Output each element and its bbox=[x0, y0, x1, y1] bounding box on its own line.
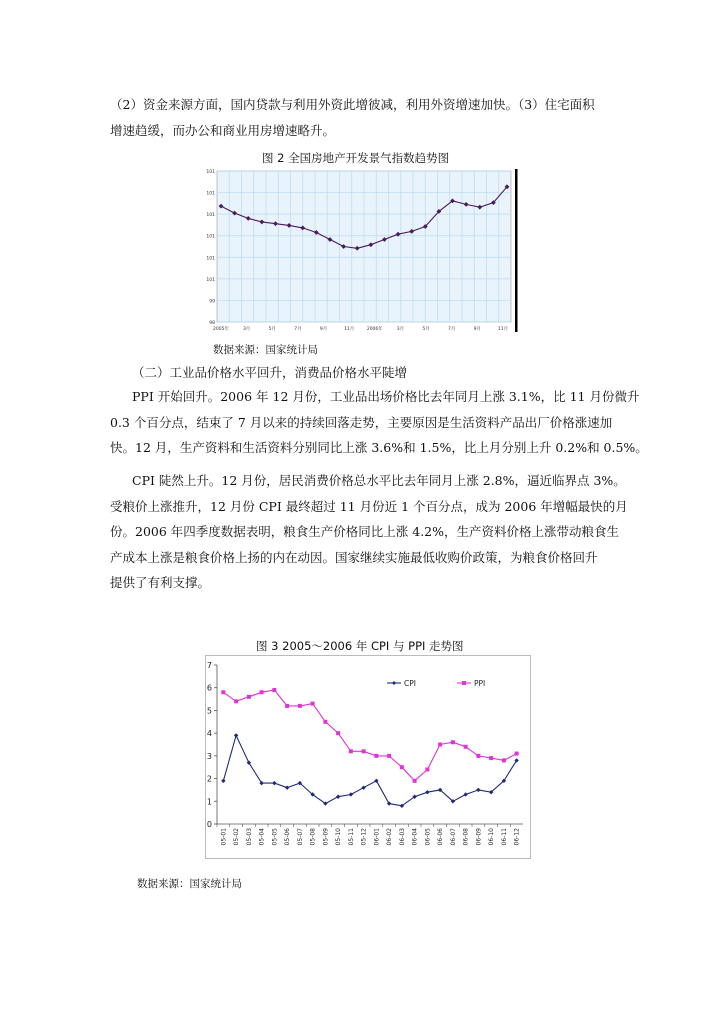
fig3-point-ppi bbox=[425, 767, 429, 771]
fig2-x-tick-label: 11月 bbox=[497, 327, 509, 332]
fig2-x-tick-label: 7月 bbox=[294, 327, 302, 332]
fig2-y-tick-label: 101 bbox=[206, 170, 215, 175]
cpi-line-5: 提供了有利支撑。 bbox=[110, 575, 211, 590]
section2-heading: （二）工业品价格水平回升，消费品价格水平陡增 bbox=[132, 365, 408, 380]
fig3-legend-label-cpi: CPI bbox=[404, 679, 416, 688]
fig3-x-tick-label: 06-06 bbox=[437, 828, 445, 846]
cpi-line-2: 受粮价上涨推升，12 月份 CPI 最终超过 11 月份近 1 个百分点，成为 2006 年增幅最快的月 bbox=[110, 498, 628, 514]
fig3-point-ppi bbox=[489, 756, 493, 760]
fig3-point-ppi bbox=[451, 740, 455, 744]
fig3-x-tick-label: 05-07 bbox=[296, 828, 304, 846]
fig3-y-tick-label: 3 bbox=[206, 751, 212, 761]
fig2-x-tick-label: 9月 bbox=[319, 327, 328, 332]
fig2-x-tick-label: 9月 bbox=[473, 327, 482, 332]
fig3-x-tick-label: 06-07 bbox=[449, 828, 457, 846]
fig3-point-ppi bbox=[387, 754, 391, 758]
cpi-paragraph bbox=[110, 468, 628, 596]
fig3-x-tick-label: 05-08 bbox=[309, 828, 317, 846]
fig2-caption: 图 2 全国房地产开发景气指数趋势图 bbox=[262, 151, 450, 165]
fig2-x-tick-label: 3月 bbox=[396, 327, 405, 332]
fig3-point-ppi bbox=[476, 754, 480, 758]
fig2-x-tick-label: 3月 bbox=[242, 327, 251, 332]
fig3-point-ppi bbox=[413, 779, 417, 783]
fig3-x-tick-label: 06-03 bbox=[398, 828, 406, 846]
fig3-x-tick-label: 06-08 bbox=[462, 828, 470, 846]
fig3-point-ppi bbox=[298, 704, 302, 708]
fig2-x-tick-label: 7月 bbox=[448, 327, 456, 332]
fig3-y-tick-label: 2 bbox=[206, 774, 212, 784]
fig3-x-tick-label: 05-01 bbox=[220, 828, 228, 846]
fig2-y-tick-label: 101 bbox=[206, 277, 215, 283]
fig3-x-tick-label: 05-11 bbox=[347, 828, 355, 846]
fig3-point-ppi bbox=[400, 765, 404, 769]
intro-line-2: 增速趋缓，而办公和商业用房增速略升。 bbox=[110, 122, 336, 138]
fig3-point-ppi bbox=[438, 743, 442, 747]
fig3-legend-label-ppi: PPI bbox=[474, 679, 486, 688]
cpi-line-3: 份。2006 年四季度数据表明，粮食生产价格同比上涨 4.2%，生产资料价格上涨带动粮食生 bbox=[110, 524, 620, 539]
fig2-y-tick-label: 99 bbox=[209, 299, 215, 305]
fig2-source: 数据来源：国家统计局 bbox=[213, 344, 318, 356]
fig2-chart bbox=[205, 165, 520, 337]
fig3-y-tick-label: 0 bbox=[206, 820, 212, 829]
fig2-x-tick-label: 2005年 bbox=[213, 327, 229, 332]
fig3-x-tick-label: 05-04 bbox=[258, 828, 266, 846]
fig2-x-tick-label: 2006年 bbox=[366, 327, 383, 332]
ppi-line-3: 快。12 月，生产资料和生活资料分别同比上涨 3.6%和 1.5%，比上月分别上升 0.2%和 0.5%。 bbox=[110, 440, 648, 455]
fig2-side-bar bbox=[515, 169, 518, 332]
fig3-x-tick-label: 06-12 bbox=[513, 828, 521, 846]
fig2-x-tick-label: 5月 bbox=[268, 327, 276, 332]
fig3-point-ppi bbox=[362, 749, 366, 753]
fig3-x-tick-label: 05-05 bbox=[271, 828, 279, 846]
fig3-point-ppi bbox=[323, 720, 327, 724]
fig3-point-ppi bbox=[349, 749, 353, 753]
fig2-y-tick-label: 101 bbox=[206, 234, 215, 240]
fig3-point-ppi bbox=[311, 702, 315, 706]
fig3-legend-marker-ppi bbox=[462, 681, 466, 685]
fig3-point-ppi bbox=[234, 699, 238, 703]
fig3-x-tick-label: 06-01 bbox=[373, 828, 381, 846]
fig3-x-tick-label: 06-10 bbox=[488, 828, 496, 846]
fig3-point-ppi bbox=[374, 754, 378, 758]
fig3-source: 数据来源：国家统计局 bbox=[137, 878, 242, 890]
fig3-y-tick-label: 6 bbox=[206, 683, 212, 693]
fig3-x-tick-label: 05-02 bbox=[233, 828, 241, 846]
cpi-line-4: 产成本上涨是粮食价格上扬的内在动因。国家继续实施最低收购价政策，为粮食价格回升 bbox=[110, 549, 598, 565]
fig3-y-tick-label: 7 bbox=[206, 661, 212, 670]
fig3-x-tick-label: 06-04 bbox=[411, 828, 419, 846]
cpi-line-1: CPI 陡然上升。12 月份，居民消费价格总水平比去年同月上涨 2.8%，逼近临界点 3%。 bbox=[132, 473, 626, 488]
ppi-line-2: 0.3 个百分点，结束了 7 月以来的持续回落走势，主要原因是生活资料产品出厂价格涨速加 bbox=[110, 414, 613, 430]
fig2-y-tick-label: 101 bbox=[206, 256, 215, 262]
fig3-x-tick-label: 05-09 bbox=[322, 828, 330, 846]
fig2-y-tick-label: 101 bbox=[206, 191, 215, 197]
fig2-y-tick-label: 98 bbox=[209, 321, 215, 326]
fig3-x-tick-label: 05-03 bbox=[245, 828, 253, 846]
fig3-x-tick-label: 06-02 bbox=[386, 828, 394, 846]
ppi-line-1: PPI 开始回升。2006 年 12 月份，工业品出场价格比去年同月上涨 3.1%，比 11 月份微升 bbox=[132, 389, 640, 404]
fig3-point-ppi bbox=[285, 704, 289, 708]
fig3-point-ppi bbox=[336, 731, 340, 735]
fig3-point-ppi bbox=[515, 752, 519, 756]
fig3-chart bbox=[205, 655, 531, 859]
fig3-y-tick-label: 5 bbox=[206, 706, 212, 716]
fig3-x-tick-label: 05-06 bbox=[284, 828, 292, 846]
fig3-x-tick-label: 05-12 bbox=[360, 828, 368, 846]
intro-line-1: （2）资金来源方面，国内贷款与利用外资此增彼减，利用外资增速加快。（3）住宅面积 bbox=[110, 97, 595, 112]
fig3-point-ppi bbox=[502, 758, 506, 762]
fig3-x-tick-label: 05-10 bbox=[335, 828, 343, 846]
ppi-paragraph bbox=[110, 384, 648, 461]
fig3-y-tick-label: 1 bbox=[206, 797, 212, 807]
fig3-x-tick-label: 06-11 bbox=[500, 828, 508, 846]
fig3-x-tick-label: 06-05 bbox=[424, 828, 432, 846]
fig2-x-tick-label: 11月 bbox=[344, 327, 355, 332]
fig3-caption: 图 3 2005～2006 年 CPI 与 PPI 走势图 bbox=[256, 639, 464, 653]
fig2-y-tick-label: 101 bbox=[206, 213, 215, 219]
fig3-y-tick-label: 4 bbox=[206, 729, 212, 739]
fig3-point-ppi bbox=[464, 745, 468, 749]
fig3-x-tick-label: 06-09 bbox=[475, 828, 483, 846]
fig3-point-ppi bbox=[260, 690, 264, 694]
fig2-x-tick-label: 5月 bbox=[422, 327, 430, 332]
fig3-point-ppi bbox=[247, 695, 251, 699]
fig3-point-ppi bbox=[221, 690, 225, 694]
fig3-point-ppi bbox=[272, 688, 276, 692]
intro-paragraph bbox=[110, 92, 616, 143]
